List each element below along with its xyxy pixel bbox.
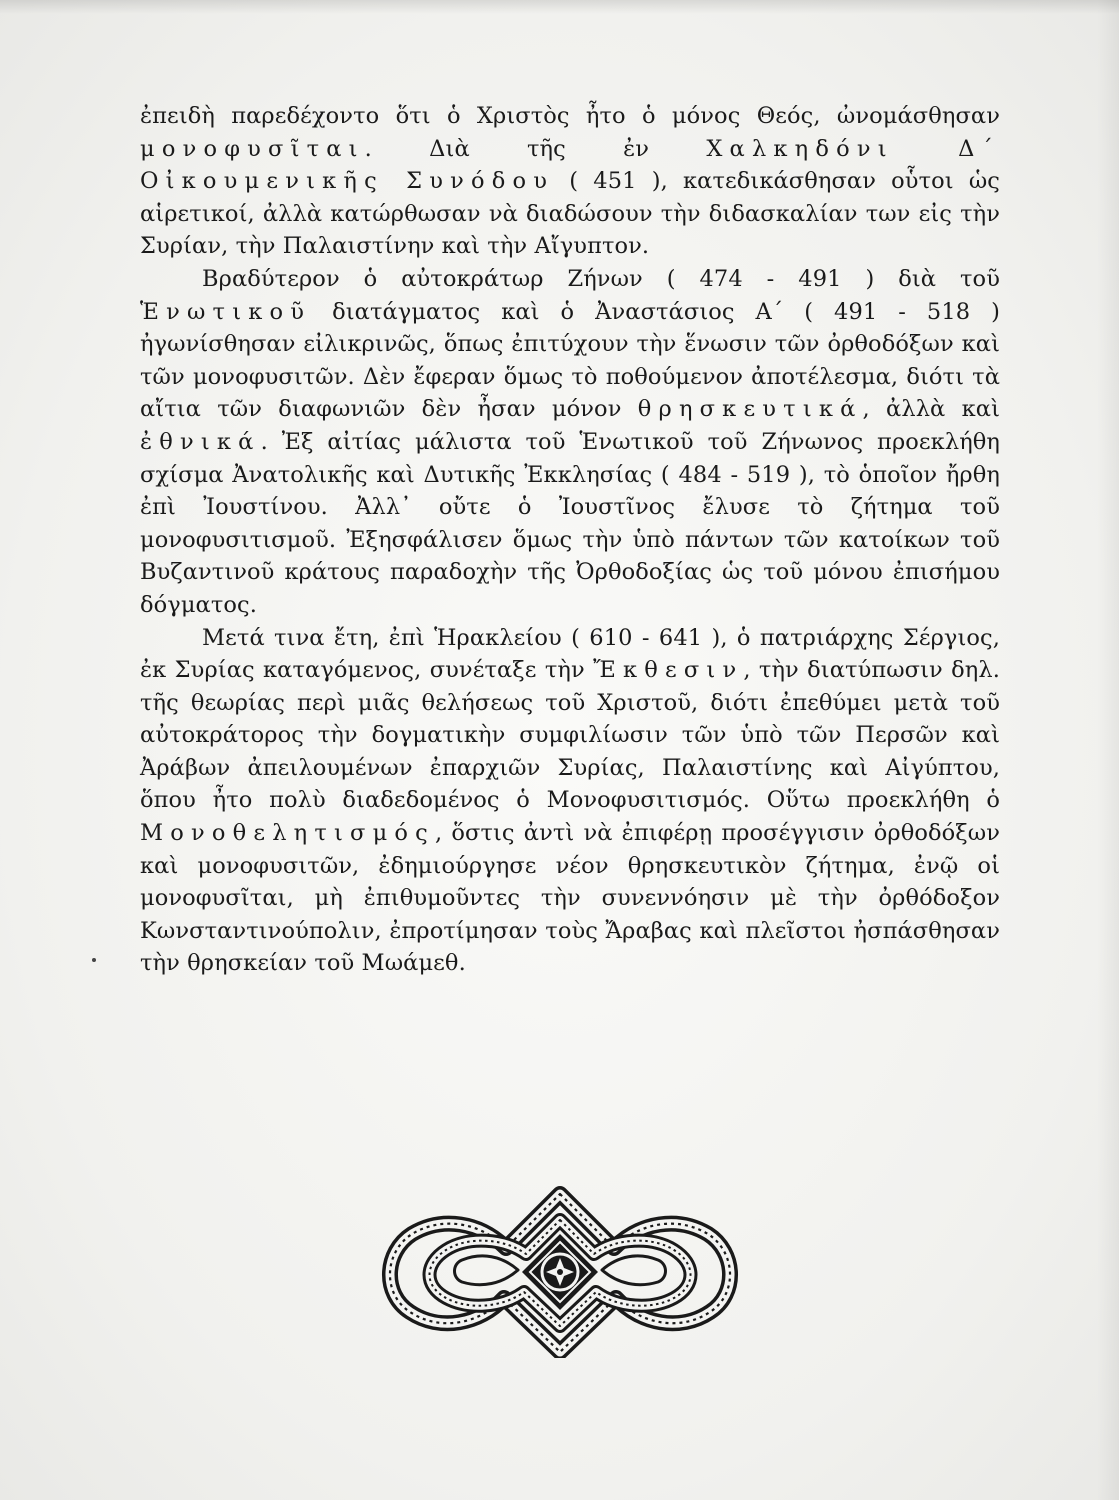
paragraph-3 <box>140 622 1000 981</box>
body-text <box>140 100 1000 980</box>
text-run: Βραδύτερον ὁ αὐτοκράτωρ Ζήνων ( 474 - 491 ) διὰ τοῦ <box>202 265 1000 292</box>
text-run: διατάγματος καὶ ὁ Ἀναστάσιος Α΄ ( 491 - 518 ) ἠγωνίσθησαν εἰλικρινῶς, ὅπως ἐπιτύχουν τὴν ἕνωσιν τῶν ὀρθοδόξων καὶ τῶν μονοφυσιτῶν. Δὲν ἔφεραν ὅμως τὸ ποθούμενον ἀποτέλεσμα, διότι τὰ αἴτια τῶν διαφωνιῶν δὲν ἦσαν μόνον <box>140 298 1000 423</box>
text-run: . Διὰ τῆς ἐν <box>364 135 707 162</box>
spaced-emphasis: Ἑνωτικοῦ <box>140 298 312 325</box>
spaced-emphasis: Χαλκηδόνι Δ΄ Οἰκουμενικῆς Συνόδου <box>140 135 1000 195</box>
scan-top-shadow <box>0 0 1119 14</box>
spaced-emphasis: μονοφυσῖται <box>140 135 365 162</box>
text-run: , ὅστις ἀντὶ νὰ ἐπιφέρῃ προσέγγισιν ὀρθοδόξων καὶ μονοφυσιτῶν, ἐδημιούργησε νέον θρησκευτικὸν ζήτημα, ἐνῷ οἱ μονοφυσῖται, μὴ ἐπιθυμοῦντες τὴν συνεννόησιν μὲ τὴν ὀρθόδοξον Κωνσταντινούπολιν, ἐπροτίμησαν τοὺς Ἄραβας καὶ πλεῖστοι ἠσπάσθησαν τὴν θρησκείαν τοῦ Μωάμεθ. <box>140 820 1000 977</box>
paragraph-2 <box>140 263 1000 622</box>
spaced-emphasis: ἐθνικά <box>140 428 261 455</box>
scan-gutter-shadow <box>1097 0 1119 1500</box>
paragraph-1 <box>140 100 1000 263</box>
tailpiece-ornament <box>378 1186 743 1358</box>
text-run: Μετά τινα ἔτη, ἐπὶ Ἡρακλείου ( 610 - 641 ), ὁ πατριάρχης Σέργιος, ἐκ Συρίας καταγόμενος, συνέταξε τὴν <box>140 624 1000 684</box>
print-speck <box>92 958 96 962</box>
text-run: ( 451 ), κατεδικάσθησαν οὗτοι ὡς αἱρετικοί, ἀλλὰ κατώρθωσαν νὰ διαδώσουν τὴν διδασκαλίαν των εἰς τὴν Συρίαν, τὴν Παλαιστίνην καὶ τὴν Αἴγυπτον. <box>140 168 1000 260</box>
text-run: ἐπειδὴ παρεδέχοντο ὅτι ὁ Χριστὸς ἦτο ὁ μόνος Θεός, ὠνομάσθησαν <box>140 103 1000 129</box>
spaced-emphasis: Μονοθελητισμός <box>140 820 435 847</box>
text-run: . Ἐξ αἰτίας μάλιστα τοῦ Ἑνωτικοῦ τοῦ Ζήνωνος προεκλήθη σχίσμα Ἀνατολικῆς καὶ Δυτικῆς Ἐκκλησίας ( 484 - 519 ), τὸ ὁποῖον ἤρθη ἐπὶ Ἰουστίνου. Ἀλλ᾽ οὔτε ὁ Ἰουστῖνος ἔλυσε τὸ ζήτημα τοῦ μονοφυσιτισμοῦ. Ἐξησφάλισεν ὅμως τὴν ὑπὸ πάντων τῶν κατοίκων τοῦ Βυζαντινοῦ κράτους παραδοχὴν τῆς Ὀρθοδοξίας ὡς τοῦ μόνου ἐπισήμου δόγματος. <box>140 428 1000 618</box>
text-run: , τὴν διατύπωσιν δηλ. τῆς θεωρίας περὶ μιᾶς θελήσεως τοῦ Χριστοῦ, διότι ἐπεθύμει μετὰ τοῦ αὐτοκράτορος τὴν δογματικὴν συμφιλίωσιν τῶν ὑπὸ τῶν Περσῶν καὶ Ἀράβων ἀπειλουμένων ἐπαρχιῶν Συρίας, Παλαιστίνης καὶ Αἰγύπτου, ὅπου ἦτο πολὺ διαδεδομένος ὁ Μονοφυσιτισμός. Οὕτω προεκλήθη ὁ <box>140 657 1001 814</box>
spaced-emphasis: Ἔκθεσιν <box>593 657 744 684</box>
text-run: , ἀλλὰ καὶ <box>862 396 1000 423</box>
spaced-emphasis: θρησκευτικά <box>637 396 863 423</box>
